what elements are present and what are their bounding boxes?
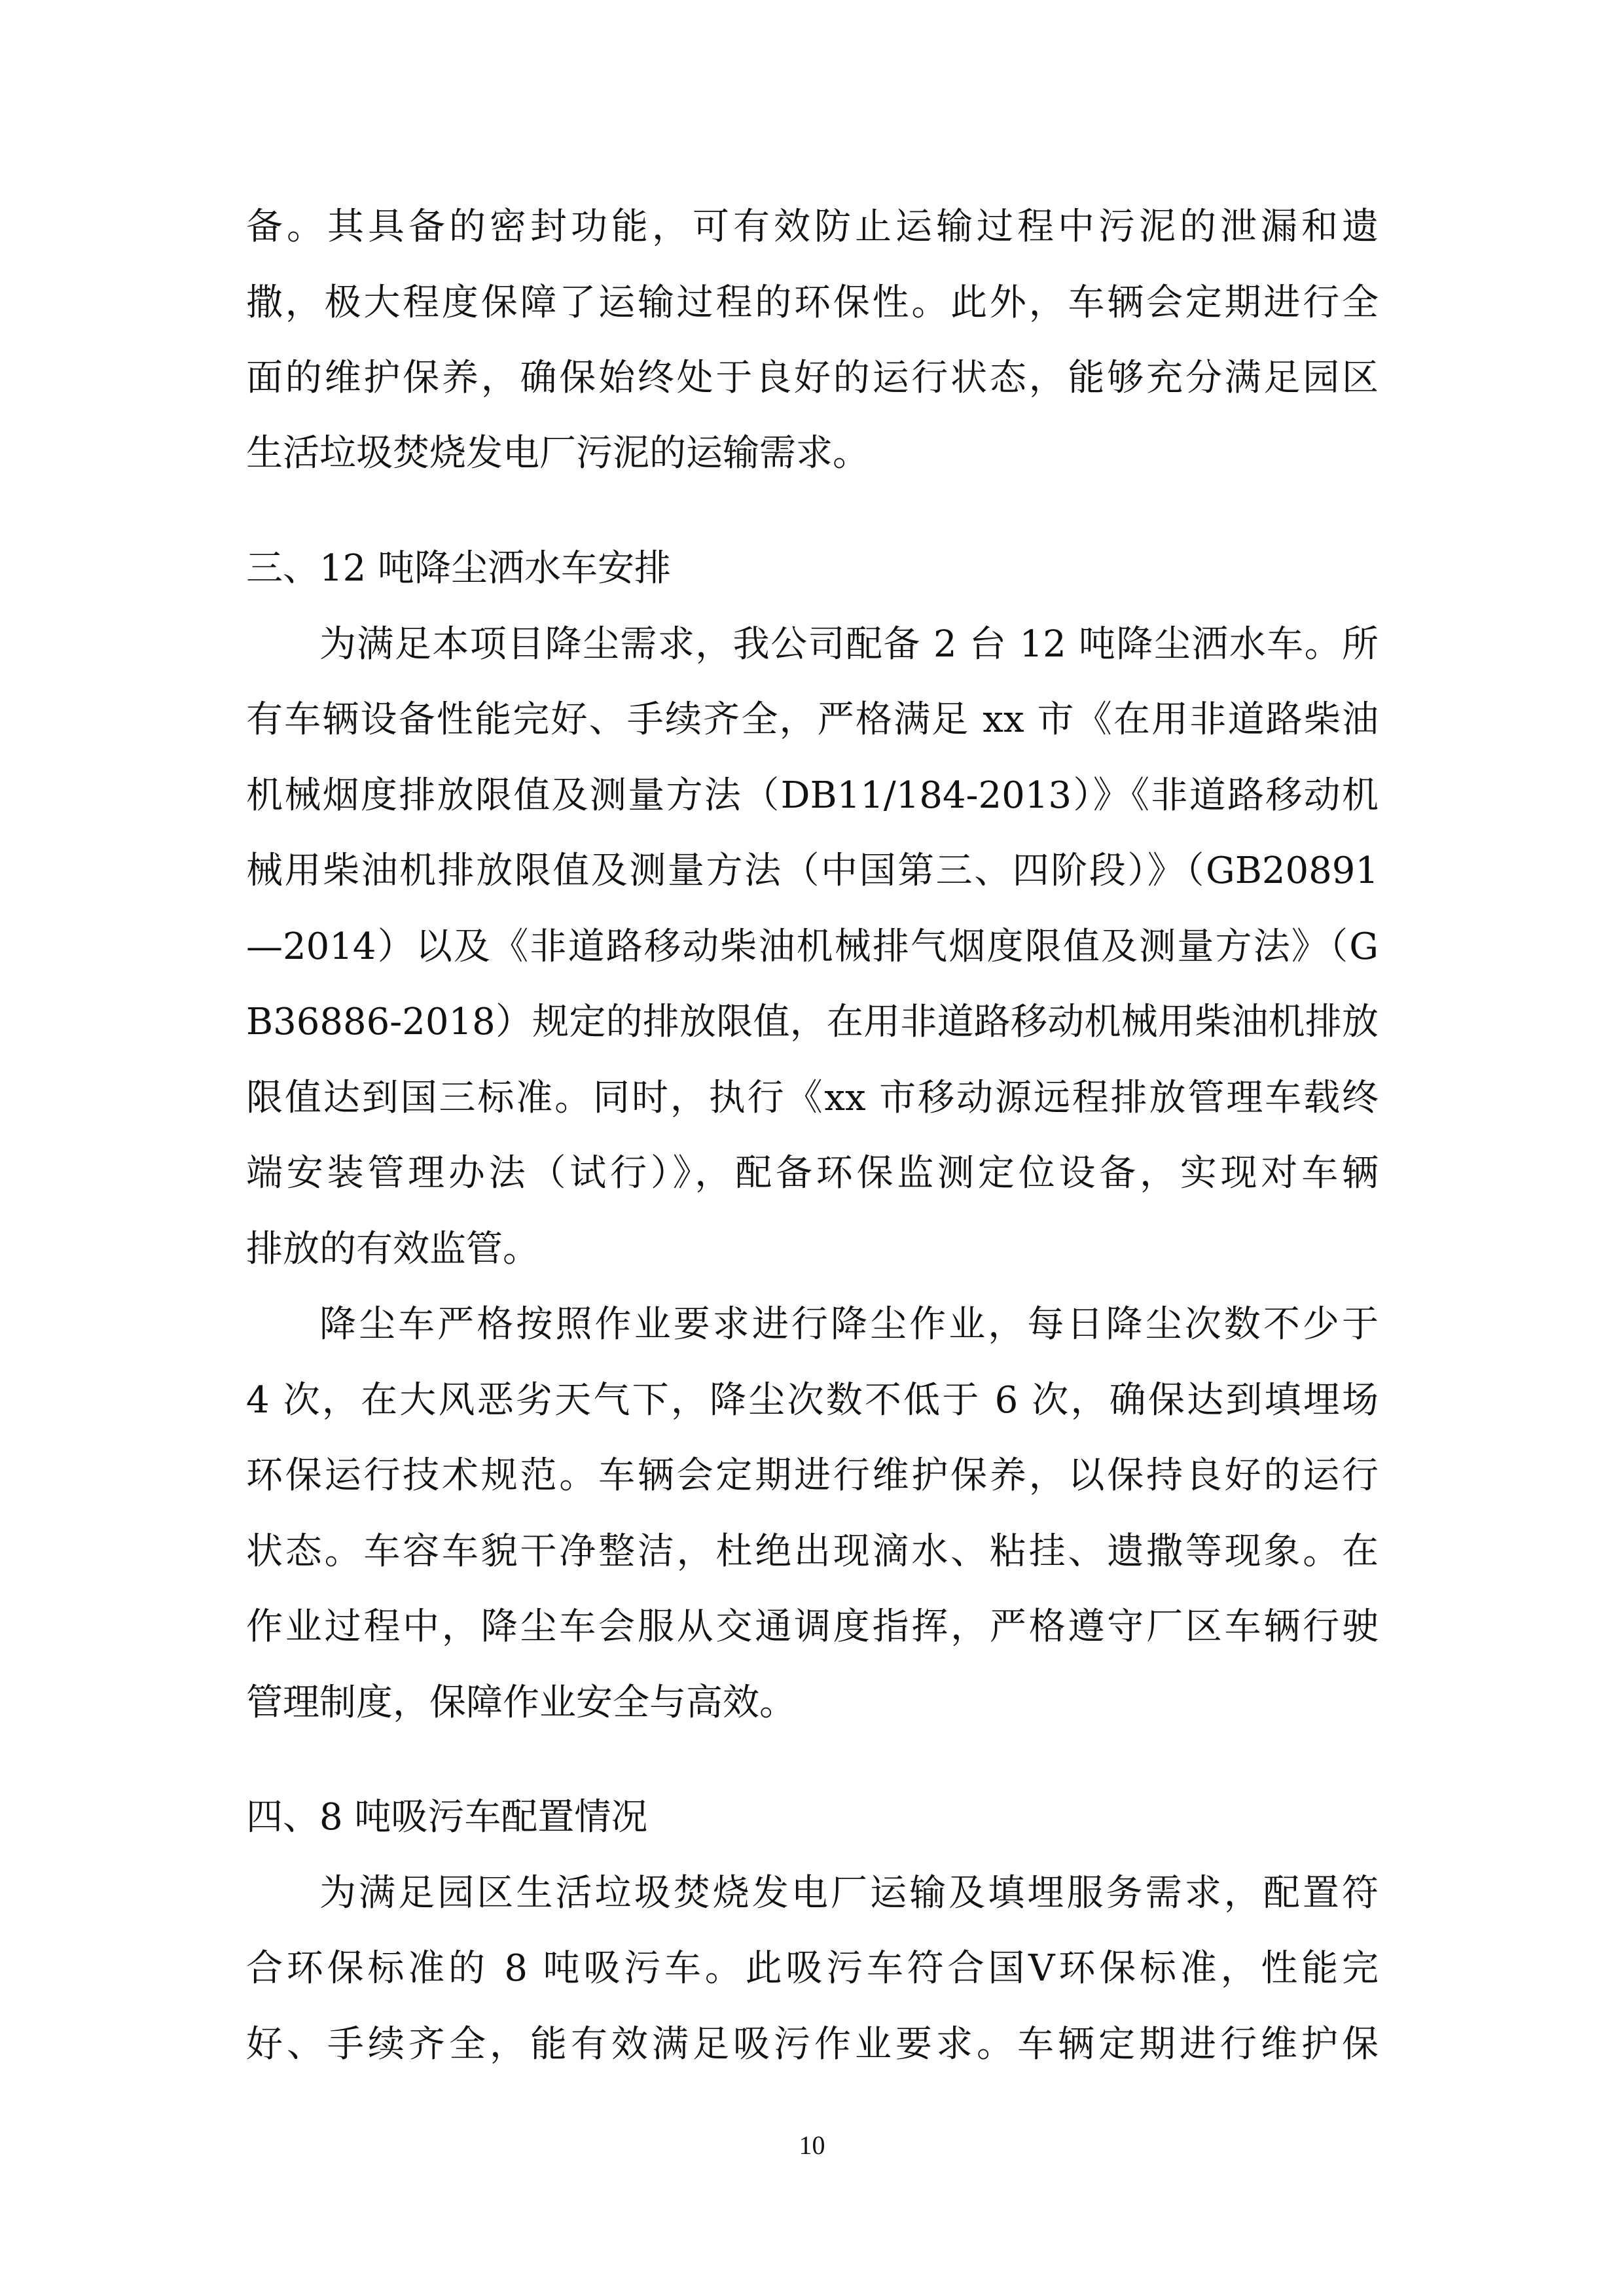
paragraph-line: 好、手续齐全，能有效满足吸污作业要求。车辆定期进行维护保 xyxy=(246,2023,1379,2066)
paragraph-line: 生活垃圾焚烧发电厂污泥的运输需求。 xyxy=(246,432,869,475)
paragraph-line: 端安装管理办法（试行）》，配备环保监测定位设备，实现对车辆 xyxy=(246,1152,1379,1194)
paragraph-line: 环保运行技术规范。车辆会定期进行维护保养，以保持良好的运行 xyxy=(246,1454,1379,1497)
paragraph-line: 面的维护保养，确保始终处于良好的运行状态，能够充分满足园区 xyxy=(246,357,1379,399)
paragraph-line: 降尘车严格按照作业要求进行降尘作业，每日降尘次数不少于 xyxy=(319,1303,1379,1346)
paragraph-line: 合环保标准的 8 吨吸污车。此吸污车符合国Ⅴ环保标准，性能完 xyxy=(246,1947,1379,1990)
paragraph-line: 排放的有效监管。 xyxy=(246,1228,539,1270)
paragraph-line: 为满足本项目降尘需求，我公司配备 2 台 12 吨降尘洒水车。所 xyxy=(319,623,1379,666)
paragraph-line: B36886-2018）规定的排放限值，在用非道路移动机械用柴油机排放 xyxy=(246,1001,1379,1043)
paragraph-line: 备。其具备的密封功能，可有效防止运输过程中污泥的泄漏和遗 xyxy=(246,206,1379,248)
section-heading: 三、12 吨降尘洒水车安排 xyxy=(246,547,672,590)
section-heading: 四、8 吨吸污车配置情况 xyxy=(246,1796,648,1839)
paragraph-line: —2014）以及《非道路移动柴油机械排气烟度限值及测量方法》（G xyxy=(246,925,1379,968)
paragraph-line: 作业过程中，降尘车会服从交通调度指挥，严格遵守厂区车辆行驶 xyxy=(246,1605,1379,1648)
paragraph-line: 管理制度，保障作业安全与高效。 xyxy=(246,1681,796,1724)
paragraph-line: 机械烟度排放限值及测量方法（DB11/184-2013）》《非道路移动机 xyxy=(246,774,1379,817)
paragraph-line: 状态。车容车貌干净整洁，杜绝出现滴水、粘挂、遗撒等现象。在 xyxy=(246,1530,1379,1573)
paragraph-line: 4 次，在大风恶劣天气下，降尘次数不低于 6 次，确保达到填埋场 xyxy=(246,1379,1379,1422)
paragraph-line: 撒，极大程度保障了运输过程的环保性。此外，车辆会定期进行全 xyxy=(246,281,1379,324)
paragraph-line: 械用柴油机排放限值及测量方法（中国第三、四阶段）》（GB20891 xyxy=(246,850,1379,892)
page-number: 10 xyxy=(799,2130,825,2160)
paragraph-line: 限值达到国三标准。同时，执行《xx 市移动源远程排放管理车载终 xyxy=(246,1077,1379,1119)
paragraph-line: 为满足园区生活垃圾焚烧发电厂运输及填埋服务需求，配置符 xyxy=(319,1872,1379,1914)
paragraph-line: 有车辆设备性能完好、手续齐全，严格满足 xx 市《在用非道路柴油 xyxy=(246,698,1379,741)
